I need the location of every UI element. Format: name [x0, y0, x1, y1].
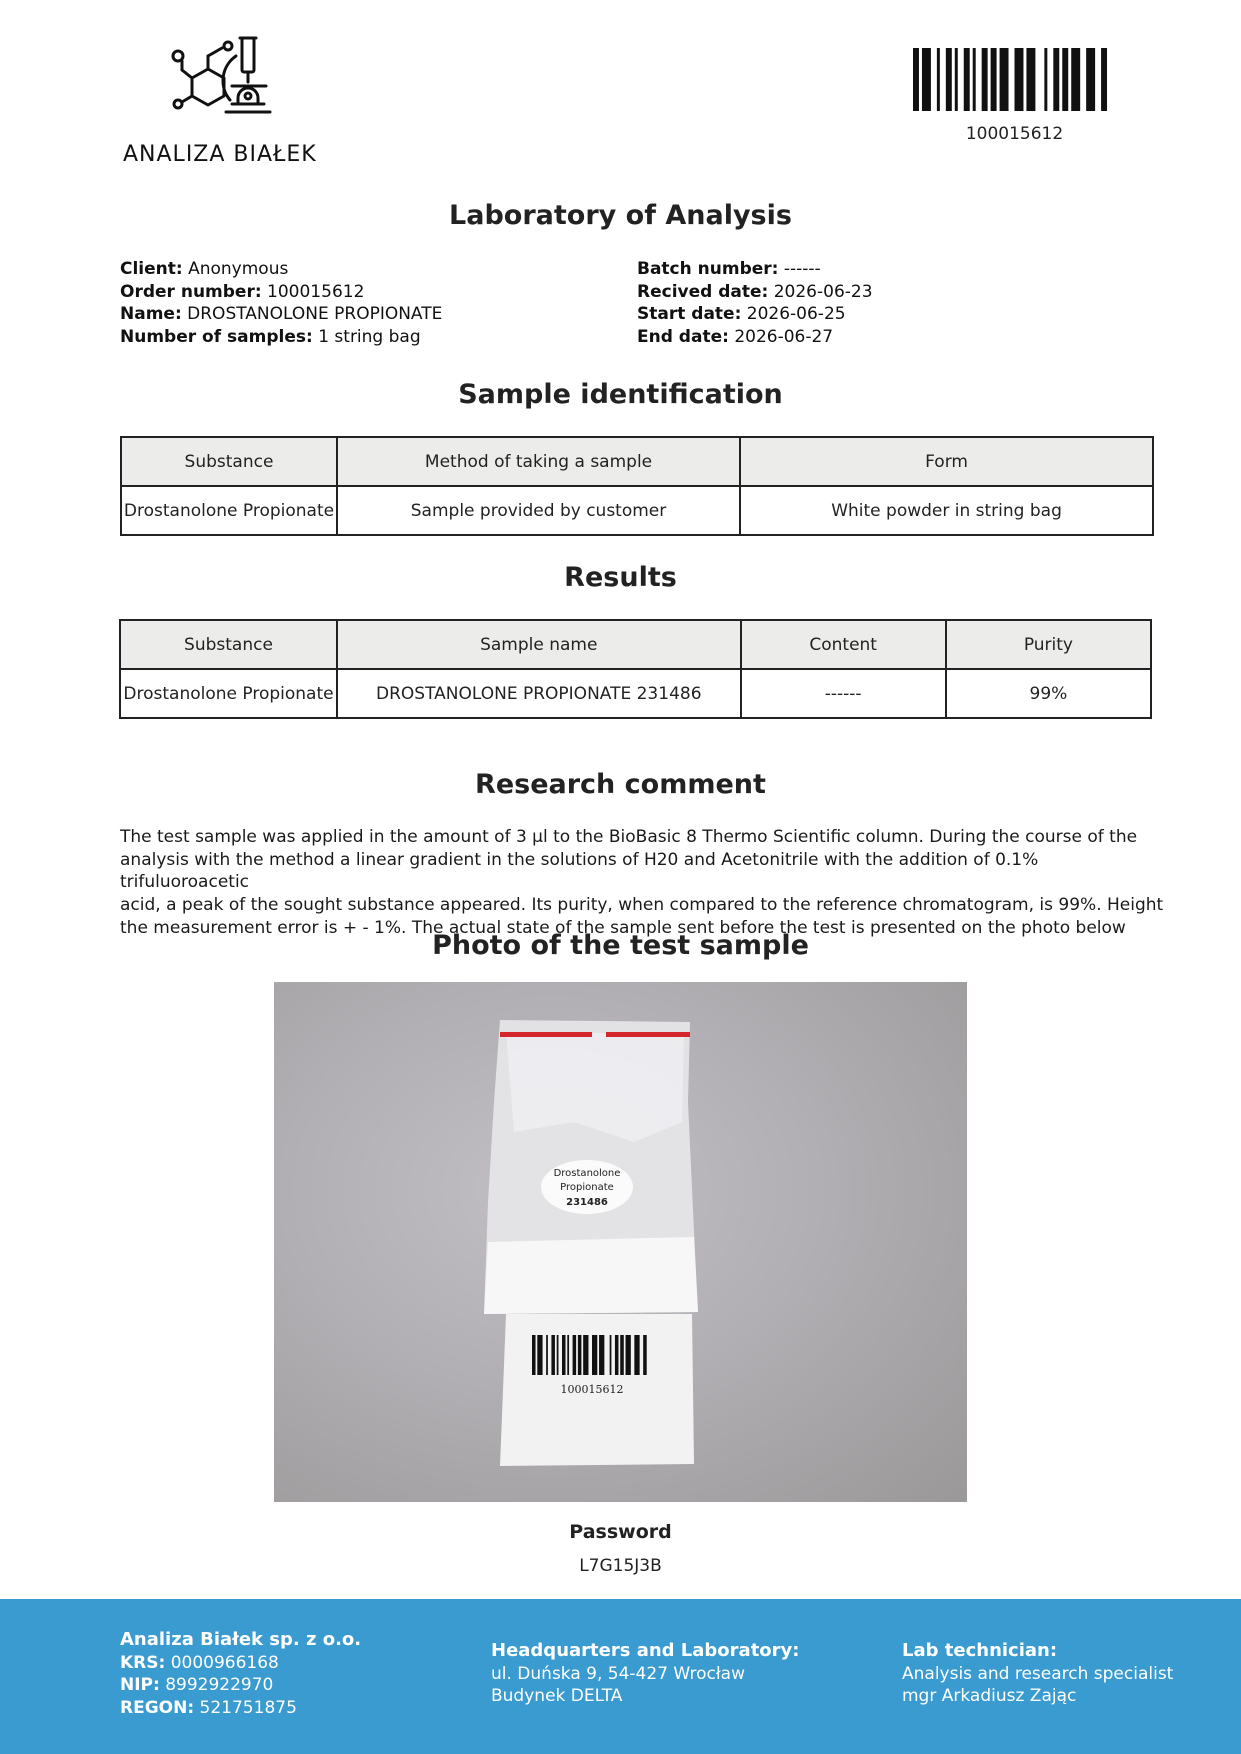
barcode-icon — [912, 48, 1117, 111]
barcode-bar — [557, 1335, 559, 1375]
footer-hq-line1: ul. Duńska 9, 54-427 Wrocław — [491, 1663, 745, 1684]
bag-label-line1: Drostanolone — [553, 1168, 621, 1179]
table-header-row — [121, 437, 1153, 486]
barcode-bar — [1101, 48, 1107, 111]
barcode-bar — [643, 1335, 647, 1375]
info-client: Client: Anonymous — [120, 259, 289, 279]
research-comment-text — [120, 826, 1170, 940]
photo-barcode-number: 100015612 — [560, 1383, 624, 1396]
barcode-bar — [546, 1335, 548, 1375]
sample-identification-heading: Sample identification — [458, 379, 783, 410]
barcode-bar — [578, 1335, 582, 1375]
barcode-bar — [922, 48, 931, 111]
barcode-bar — [620, 1335, 624, 1375]
barcode-bar — [1000, 48, 1009, 111]
table-cell: Drostanolone Propionate — [120, 669, 337, 718]
table-cell: DROSTANOLONE PROPIONATE 231486 — [337, 669, 741, 718]
comment-line: acid, a peak of the sought substance appeared. Its purity, when compared to the reference chromatogram, is 99%. Height — [120, 895, 1164, 916]
barcode-bar — [1044, 48, 1047, 111]
footer-hq-title: Headquarters and Laboratory: — [491, 1640, 800, 1661]
barcode-bar — [592, 1335, 597, 1375]
page-title: Laboratory of Analysis — [449, 200, 792, 231]
footer-krs: KRS: 0000966168 — [120, 1652, 279, 1673]
footer-lab-technician — [902, 1640, 1173, 1708]
barcode-bar — [1015, 48, 1024, 111]
table-row — [121, 486, 1153, 535]
barcode-bar — [1071, 48, 1080, 111]
barcode-bar — [562, 1335, 566, 1375]
barcode-bar — [626, 1335, 631, 1375]
barcode-number: 100015612 — [965, 124, 1064, 144]
table-cell: Sample provided by customer — [337, 486, 740, 535]
table-header-row — [120, 620, 1151, 669]
info-left — [120, 258, 442, 349]
info-end-date: End date: 2026-06-27 — [637, 327, 834, 348]
table-header-cell: Substance — [121, 437, 337, 486]
info-number-of-samples: Number of samples: 1 string bag — [120, 327, 421, 348]
table-cell: ------ — [741, 669, 946, 718]
photo-heading: Photo of the test sample — [432, 930, 809, 961]
table-row — [120, 669, 1151, 718]
barcode-bar — [955, 48, 958, 111]
barcode-bar — [1026, 48, 1035, 111]
barcode-bar — [573, 1335, 577, 1375]
bag-label-line3: 231486 — [566, 1197, 608, 1208]
info-order-number: Order number: 100015612 — [120, 281, 365, 302]
table-header-cell: Sample name — [337, 620, 741, 669]
table-cell: Drostanolone Propionate — [121, 486, 337, 535]
sample-photo — [274, 982, 967, 1502]
barcode-bar — [551, 1335, 555, 1375]
info-start-date: Start date: 2026-06-25 — [637, 304, 846, 325]
info-received-date: Recived date: 2026-06-23 — [637, 281, 873, 302]
barcode-bar — [615, 1335, 619, 1375]
footer-hq-line2: Budynek DELTA — [491, 1686, 623, 1707]
footer-nip: NIP: 8992922970 — [120, 1675, 274, 1696]
sample-identification-table — [120, 436, 1154, 536]
table-cell: White powder in string bag — [740, 486, 1153, 535]
molecule-microscope-icon — [170, 34, 290, 134]
barcode-bar — [583, 1335, 588, 1375]
footer-tech-title: Lab technician: — [902, 1640, 1058, 1661]
footer — [0, 1599, 1241, 1754]
barcode-bar — [991, 48, 997, 111]
password-label: Password — [569, 1521, 672, 1543]
footer-company-name: Analiza Białek sp. z o.o. — [120, 1629, 362, 1650]
info-batch-number: Batch number: ------ — [637, 259, 821, 279]
company-logo — [120, 30, 330, 170]
barcode-bar — [973, 48, 976, 111]
footer-tech-line1: Analysis and research specialist — [902, 1663, 1174, 1684]
comment-line: The test sample was applied in the amount of 3 µl to the BioBasic 8 Thermo Scientific column. During the course of the — [120, 827, 1138, 847]
table-header-cell: Content — [741, 620, 946, 669]
results-table — [119, 619, 1152, 719]
bag-label-line2: Propionate — [560, 1182, 614, 1193]
info-name: Name: DROSTANOLONE PROPIONATE — [120, 304, 443, 325]
table-header-cell: Method of taking a sample — [337, 437, 740, 486]
table-header-cell: Form — [740, 437, 1153, 486]
footer-tech-line2: mgr Arkadiusz Zając — [902, 1686, 1077, 1707]
research-comment-heading: Research comment — [475, 769, 766, 800]
sample-bag-image — [274, 982, 967, 1502]
comment-line: analysis with the method a linear gradient in the solutions of H20 and Acetonitrile with the addition of 0.1% trifuluoroacetic — [120, 849, 1039, 893]
barcode-bar — [1062, 48, 1068, 111]
barcode-bar — [1086, 48, 1095, 111]
barcode-bar — [634, 1335, 639, 1375]
results-heading: Results — [564, 562, 677, 593]
barcode-bar — [982, 48, 988, 111]
barcode-bar — [537, 1335, 542, 1375]
footer-headquarters — [491, 1640, 799, 1708]
table-header-cell: Substance — [120, 620, 337, 669]
order-barcode — [912, 48, 1117, 144]
barcode-bar — [913, 48, 919, 111]
info-right — [637, 258, 873, 349]
password-value: L7G15J3B — [579, 1556, 662, 1576]
logo-text: ANALIZA BIAŁEK — [123, 142, 317, 167]
barcode-bar — [946, 48, 952, 111]
barcode-bar — [964, 48, 970, 111]
barcode-bar — [610, 1335, 612, 1375]
footer-regon: REGON: 521751875 — [120, 1698, 297, 1719]
comment-line: the measurement error is + - 1%. The actual state of the sample sent before the test is presented on the photo below — [120, 917, 1126, 938]
barcode-bar — [937, 48, 940, 111]
barcode-bar — [532, 1335, 536, 1375]
barcode-bar — [599, 1335, 604, 1375]
barcode-bar — [567, 1335, 569, 1375]
table-header-cell: Purity — [946, 620, 1151, 669]
footer-company — [120, 1629, 361, 1720]
table-cell: 99% — [946, 669, 1151, 718]
barcode-bar — [1053, 48, 1059, 111]
